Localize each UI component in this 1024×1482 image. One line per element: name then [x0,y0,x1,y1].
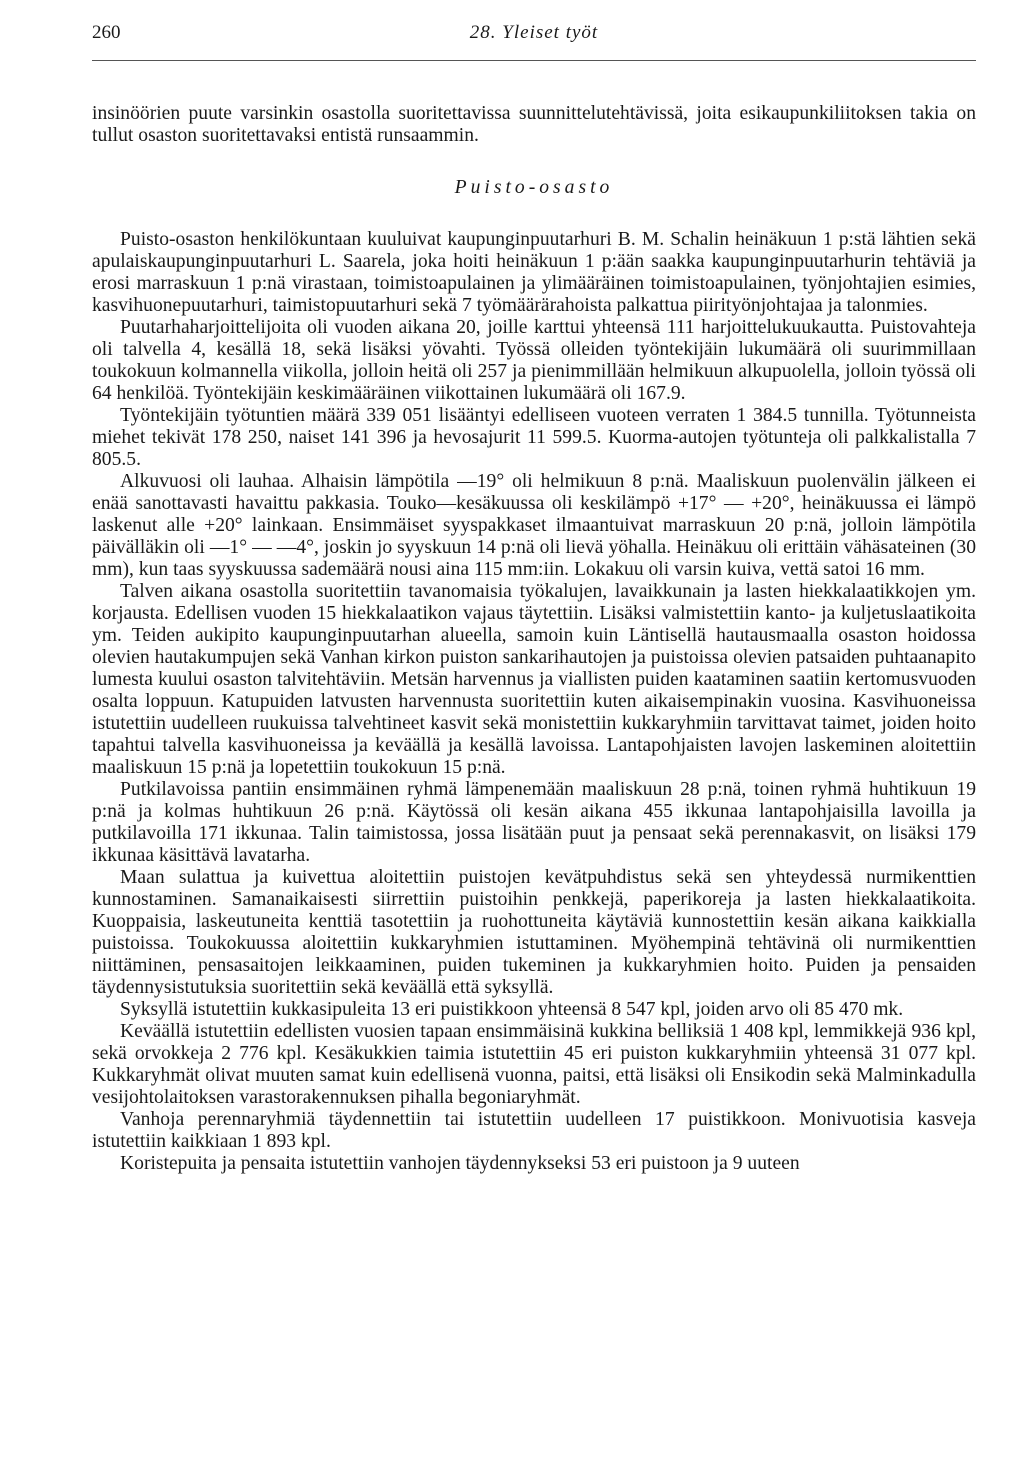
paragraph: Puutarhaharjoittelijoita oli vuoden aikana 20, joille karttui yhteensä 111 harjoittelukuukautta. Puistovahteja oli talvella 4, kesällä 18, sekä lisäksi yövahti. Työssä olleiden työntekijäin lukumäärä oli suurimmillaan toukokuun kolmannella viikolla, jolloin heitä oli 257 ja pienimmillään helmikuun alkupuolella, jolloin työssä oli 64 henkilöä. Työntekijäin keskimääräinen viikottainen lukumäärä oli 167.9. [92,317,976,404]
paragraph: Työntekijäin työtuntien määrä 339 051 lisääntyi edelliseen vuoteen verraten 1 384.5 tunnilla. Työtunneista miehet tekivät 178 250, naiset 141 396 ja hevosajurit 11 599.5. Kuorma-autojen työtunteja oli palkkalistalla 7 805.5. [92,405,976,470]
paragraph: Syksyllä istutettiin kukkasipuleita 13 eri puistikkoon yhteensä 8 547 kpl, joiden arvo oli 85 470 mk. [120,999,904,1020]
paragraph: Talven aikana osastolla suoritettiin tavanomaisia työkalujen, lavaikkunain ja lasten hiekkalaatikkojen ym. korjausta. Edellisen vuoden 15 hiekkalaatikon vajaus täytettiin. Lisäksi valmistettiin kanto- ja kuljetuslaatikoita ym. Teiden aukipito kaupunginpuutarhan alueella, samoin kuin Läntisellä hautausmaalla osaston hoidossa olevien hautakumpujen sekä Vanhan kirkon puiston sankarihautojen ja puistoissa olevien patsaiden puhtaanapito lumesta kuului osaston talvitehtäviin. Metsän harvennus ja viallisten puiden kaataminen saatiin kertomusvuoden osalta loppuun. Katupuiden latvusten harvennusta suoritettiin kuten aikaisempinakin vuosina. Kasvihuoneissa istutettiin uudelleen ruukuissa talvehtineet kasvit sekä monistettiin kukkaryhmiin tarvittavat taimet, joiden hoito tapahtui talvella kasvihuoneissa ja keväällä ja kesällä lavoissa. Lantapohjaisten lavojen laskeminen aloitettiin maaliskuun 15 p:nä ja lopetettiin toukokuun 15 p:nä. [92,581,976,778]
paragraph: Keväällä istutettiin edellisten vuosien tapaan ensimmäisinä kukkina belliksiä 1 408 kpl, lemmikkejä 936 kpl, sekä orvokkeja 2 776 kpl. Kesäkukkien taimia istutettiin 45 eri puiston kukkaryhmiin yhteensä 31 077 kpl. Kukkaryhmät olivat muuten samat kuin edellisenä vuonna, paitsi, että lisäksi oli Ensikodin sekä Malminkadulla vesijohtolaitoksen varastorakennuksen pihalla begoniaryhmät. [92,1021,976,1108]
page-header [92,14,976,61]
paragraph: Koristepuita ja pensaita istutettiin vanhojen täydennykseksi 53 eri puistoon ja 9 uuteen [120,1153,800,1174]
page-number: 260 [92,22,121,43]
paragraph: Alkuvuosi oli lauhaa. Alhaisin lämpötila —19° oli helmikuun 8 p:nä. Maaliskuun puolenvälin jälkeen ei enää sanottavasti havaittu pakkasia. Touko—kesäkuussa oli keskilämpö +17° — +20°, heinäkuussa ei lämpö laskenut alle +20° lainkaan. Ensimmäiset syyspakkaset ilmaantuivat marraskuun 20 p:nä, jolloin lämpötila päivälläkin oli —1° — —4°, joskin jo syyskuun 14 p:nä oli lievä yöhalla. Heinäkuu oli erittäin vähäsateinen (30 mm), kun taas syyskuussa sademäärä nousi aina 115 mm:iin. Lokakuu oli varsin kuiva, vettä satoi 16 mm. [92,471,976,580]
paragraph: Vanhoja perennaryhmiä täydennettiin tai istutettiin uudelleen 17 puistikkoon. Monivuotisia kasveja istutettiin kaikkiaan 1 893 kpl. [92,1109,976,1152]
paragraph: Maan sulattua ja kuivettua aloitettiin puistojen kevätpuhdistus sekä sen yhteydessä nurmikenttien kunnostaminen. Samanaikaisesti siirrettiin puistoihin penkkejä, paperikoreja ja lasten hiekkalaatikoita. Kuoppaisia, laskeutuneita kenttiä tasotettiin ja ruohottuneita käytäviä kunnostettiin kesän aikana kaikkialla puistoissa. Toukokuussa aloitettiin kukkaryhmien istuttaminen. Myöhempinä tehtävinä oli nurmikenttien niittäminen, pensasaitojen leikkaaminen, puiden tukeminen ja kukkaryhmien hoito. Puiden ja pensaiden täydennysistutuksia suoritettiin sekä keväällä että syksyllä. [92,867,976,998]
paragraph: insinöörien puute varsinkin osastolla suoritettavissa suunnittelutehtävissä, joita esikaupunkiliitoksen takia on tullut osaston suoritettavaksi entistä runsaammin. [92,103,976,146]
running-head: 28. Yleiset työt [469,22,599,43]
paragraph: Putkilavoissa pantiin ensimmäinen ryhmä lämpenemään maaliskuun 28 p:nä, toinen ryhmä huhtikuun 19 p:nä ja kolmas huhtikuun 26 p:nä. Käytössä oli kesän aikana 455 ikkunaa lantapohjaisilla lavoilla ja putkilavoilla 171 ikkunaa. Talin taimistossa, jossa lisätään puut ja pensaat sekä perennakasvit, on lisäksi 179 ikkunaa käsittävä lavatarha. [92,779,976,866]
body-text [92,103,976,1175]
paragraph: Puisto-osaston henkilökuntaan kuuluivat kaupunginpuutarhuri B. M. Schalin heinäkuun 1 p:stä lähtien sekä apulaiskaupunginpuutarhuri L. Saarela, joka hoiti heinäkuun 1 p:ään saakka kaupunginpuutarhurin tehtäviä ja erosi marraskuun 1 p:nä virastaan, toimistoapulainen ja ylimääräinen toimistoapulainen, työnjohtajien esimies, kasvihuonepuutarhuri, taimistopuutarhuri sekä 7 työmäärärahoista palkattua piirityönjohtajaa ja talonmies. [92,229,976,316]
section-heading: Puisto-osasto [454,177,614,198]
